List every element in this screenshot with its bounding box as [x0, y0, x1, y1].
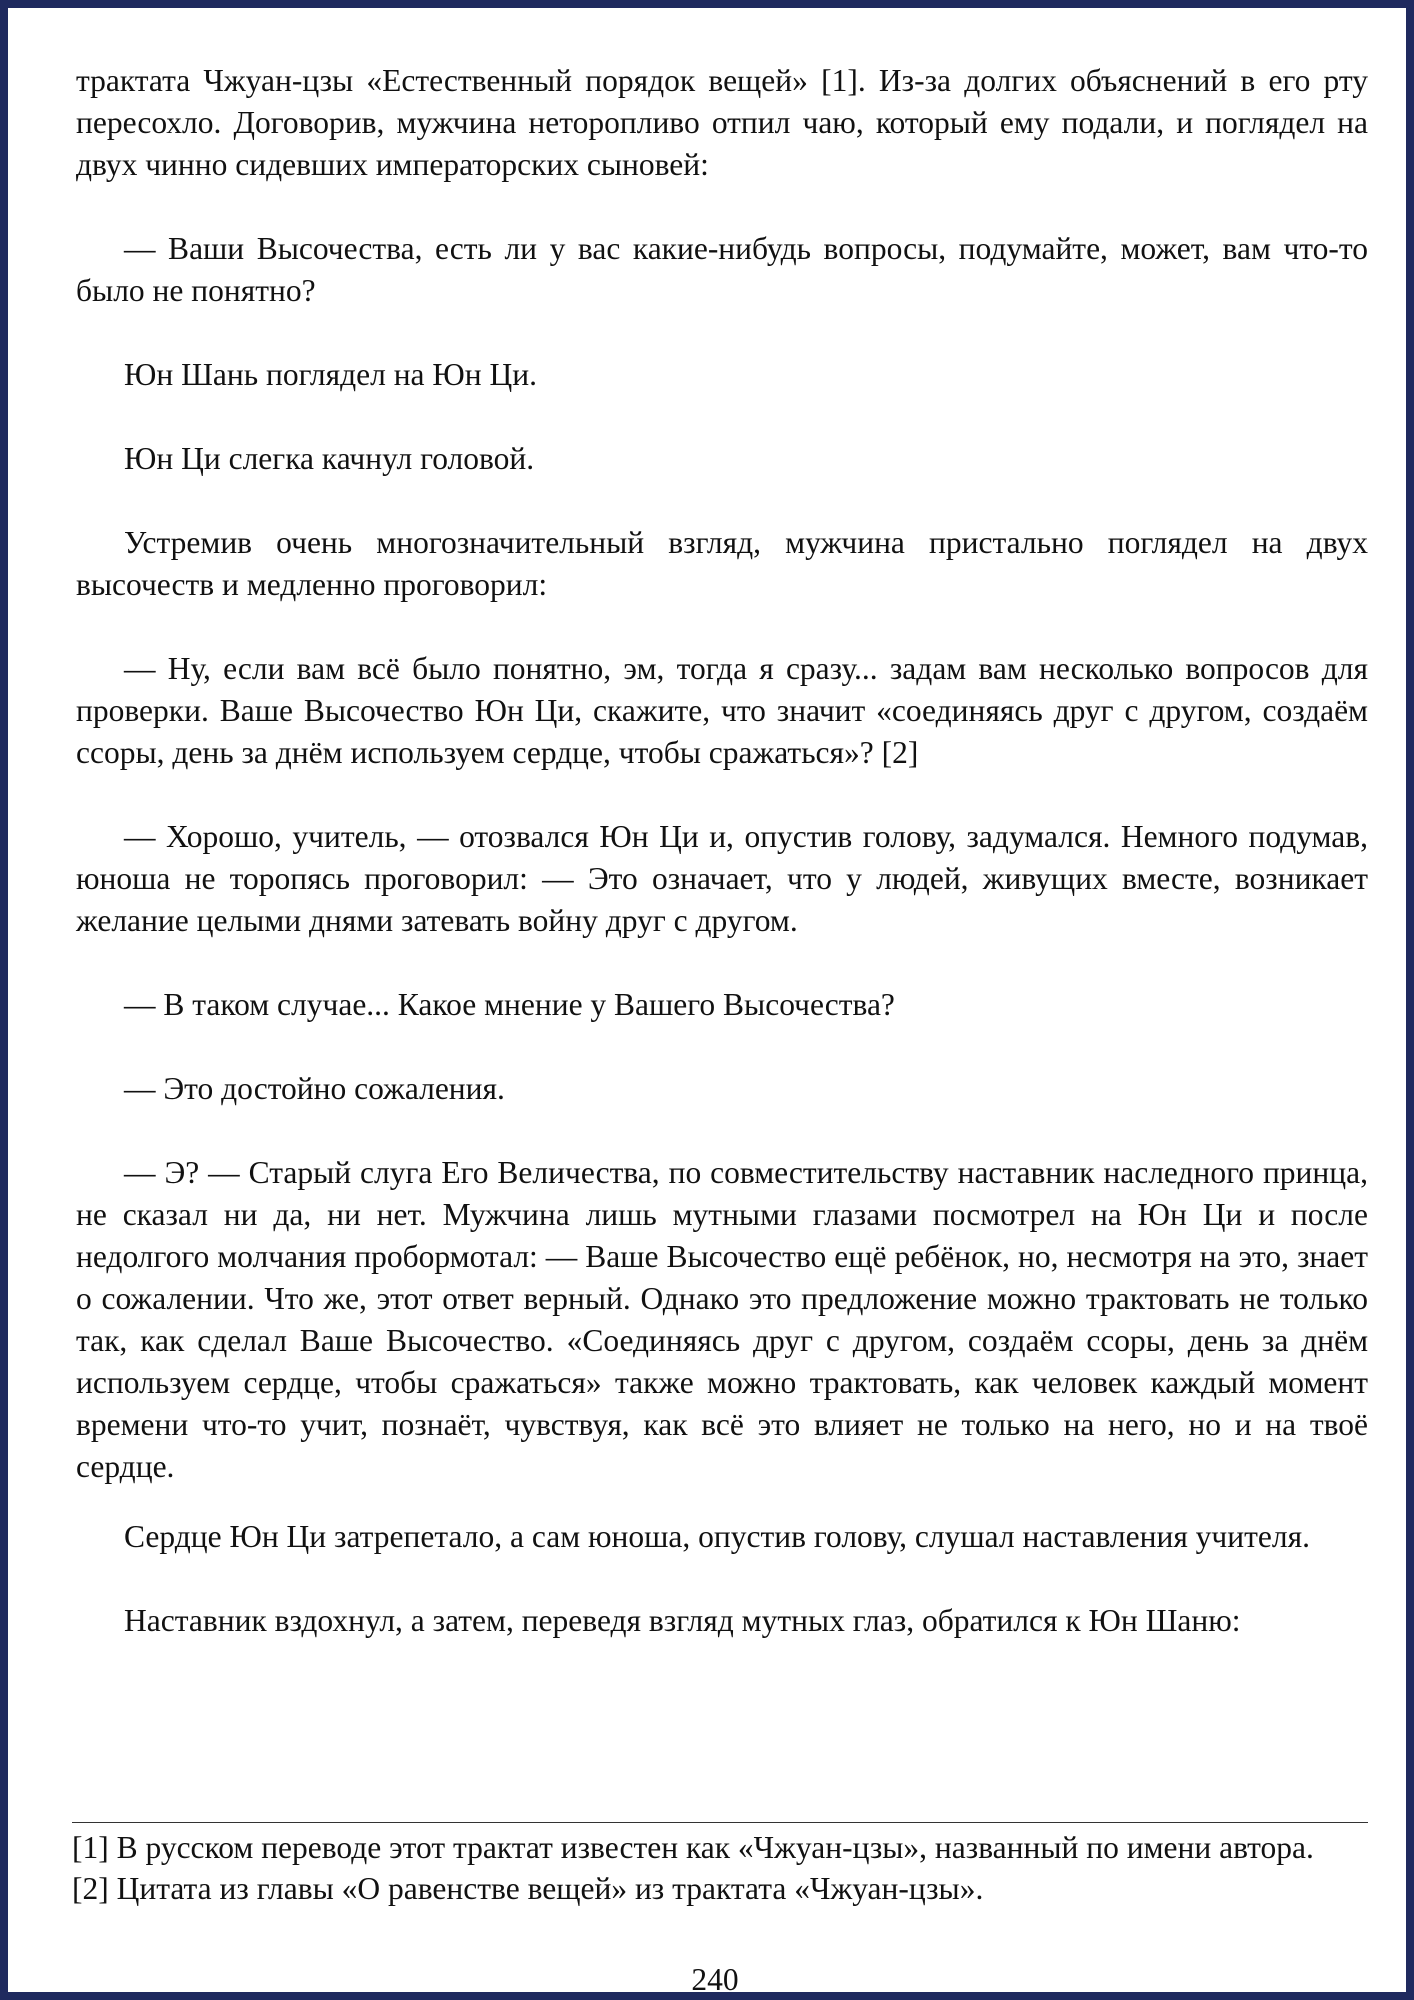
paragraph: — В таком случае... Какое мнение у Вашего Высочества? [124, 987, 895, 1022]
page-number: 240 [691, 1962, 739, 1997]
paragraph: трактата Чжуан-цзы «Естественный порядок вещей» [1]. Из-за долгих объяснений в его рту пересохло. Договорив, мужчина неторопливо отпил чаю, который ему подали, и поглядел на двух чинно сидевших императорских сыновей: [76, 63, 1368, 182]
footnotes-section [72, 1822, 1368, 1909]
paragraph: — Это достойно сожаления. [124, 1071, 505, 1106]
paragraph: Юн Шань поглядел на Юн Ци. [124, 357, 538, 392]
footnote-1: [1] В русском переводе этот трактат известен как «Чжуан-цзы», названный по имени автора. [72, 1830, 1314, 1865]
paragraph: Юн Ци слегка качнул головой. [124, 441, 535, 476]
paragraph: — Ну, если вам всё было понятно, эм, тогда я сразу... задам вам несколько вопросов для проверки. Ваше Высочество Юн Ци, скажите, что значит «соединяясь друг с другом, создаём ссоры, день за днём используем сердце, чтобы сражаться»? [2] [76, 651, 1368, 770]
paragraph: — Э? — Старый слуга Его Величества, по совместительству наставник наследного принца, не сказал ни да, ни нет. Мужчина лишь мутными глазами посмотрел на Юн Ци и после недолгого молчания пробормотал: — Ваше Высочество ещё ребёнок, но, несмотря на это, знает о сожалении. Что же, этот ответ верный. Однако это предложение можно трактовать не только так, как сделал Ваше Высочество. «Соединяясь друг с другом, создаём ссоры, день за днём используем сердце, чтобы сражаться» также можно трактовать, как человек каждый момент времени что-то учит, познаёт, чувствуя, как всё это влияет не только на него, но и на твоё сердце. [76, 1155, 1368, 1484]
page-body [76, 60, 1368, 1684]
paragraph: Наставник вздохнул, а затем, переведя взгляд мутных глаз, обратился к Юн Шаню: [124, 1603, 1241, 1638]
paragraph: — Ваши Высочества, есть ли у вас какие-нибудь вопросы, подумайте, может, вам что-то было не понятно? [76, 231, 1368, 308]
paragraph: Устремив очень многозначительный взгляд, мужчина пристально поглядел на двух высочеств и медленно проговорил: [76, 525, 1368, 602]
paragraph: — Хорошо, учитель, — отозвался Юн Ци и, опустив голову, задумался. Немного подумав, юноша не торопясь проговорил: — Это означает, что у людей, живущих вместе, возникает желание целыми днями затевать войну друг с другом. [76, 819, 1368, 938]
footnote-2: [2] Цитата из главы «О равенстве вещей» из трактата «Чжуан-цзы». [72, 1871, 984, 1906]
paragraph: Сердце Юн Ци затрепетало, а сам юноша, опустив голову, слушал наставления учителя. [124, 1519, 1310, 1554]
